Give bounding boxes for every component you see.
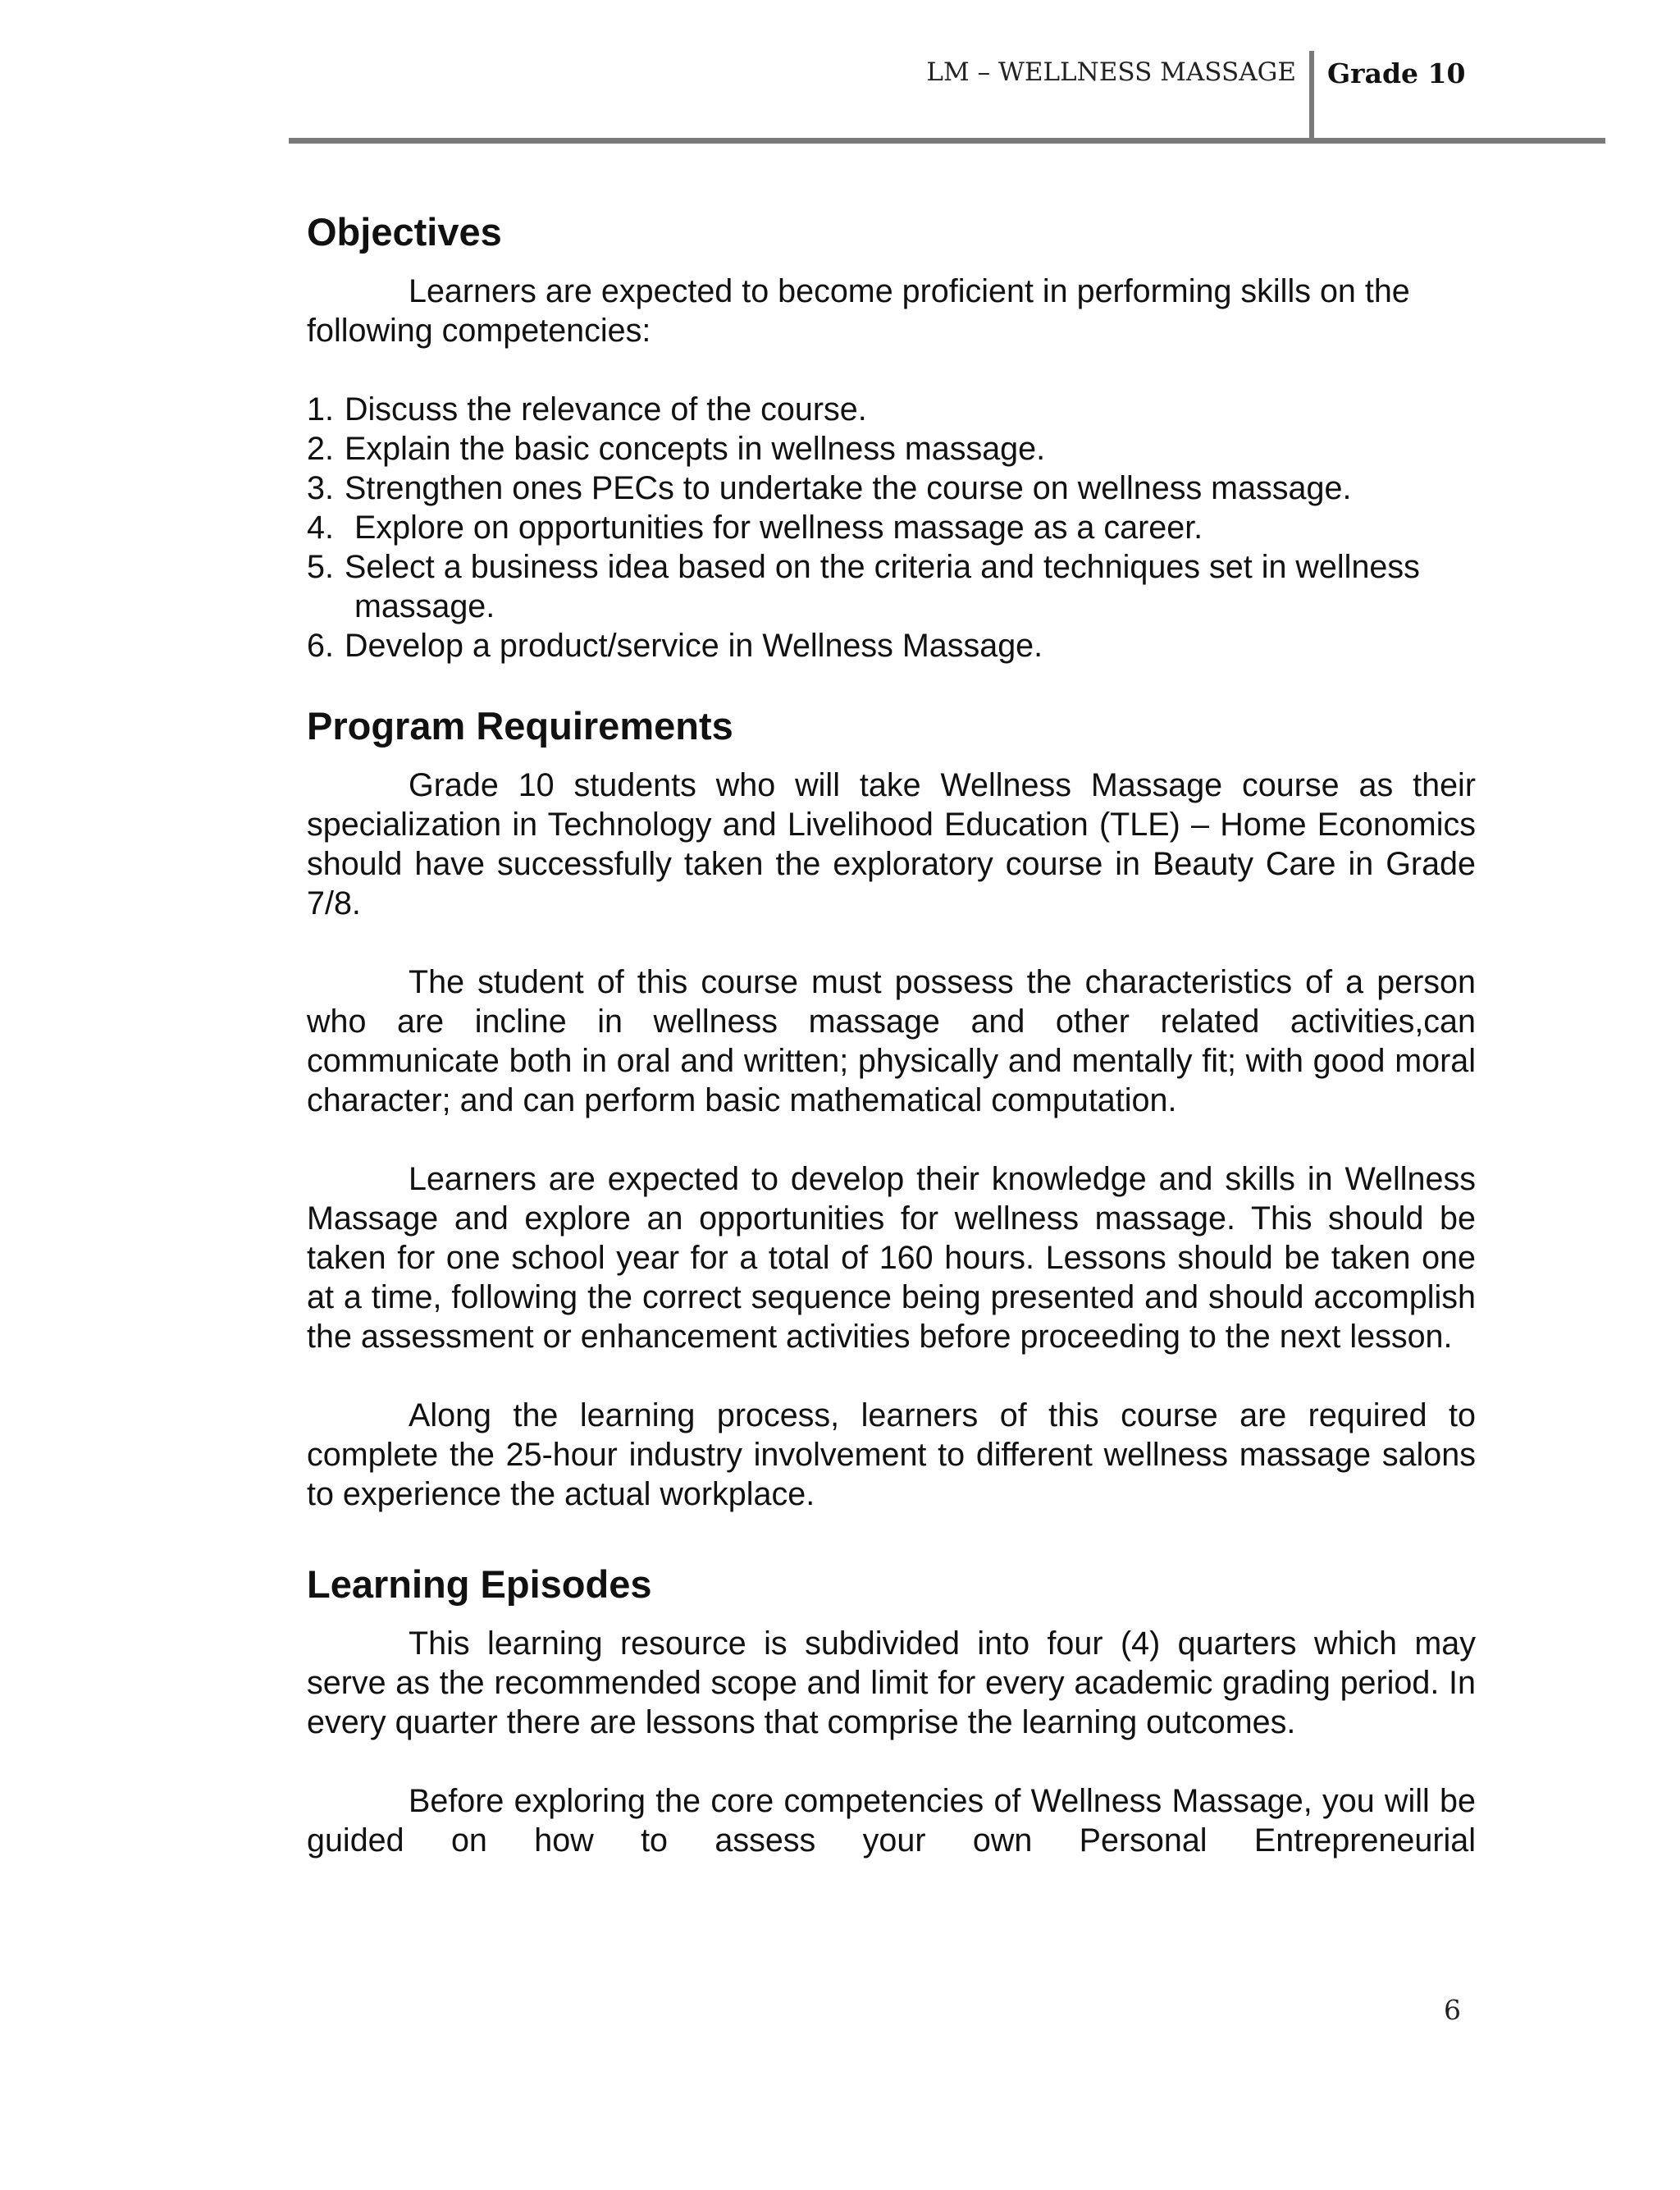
program-requirements-heading: Program Requirements: [307, 704, 733, 748]
program-requirements-paragraph: Learners are expected to develop their knowledge and skills in Wellness Massage and explore an opportunities for wellness massage. This should be taken for one school year for a total of 160 hours. Lessons should be taken one at a time, following the correct sequence being presented and should accomplish the assessment or enhancement activities before proceeding to the next lesson.: [307, 1161, 1476, 1355]
objectives-intro: Learners are expected to become proficient in performing skills on the following competencies:: [307, 273, 1410, 349]
list-item: 6. Develop a product/service in Wellness Massage.: [307, 628, 1043, 664]
list-item: 3. Strengthen ones PECs to undertake the course on wellness massage.: [307, 470, 1352, 506]
list-item: 5. Select a business idea based on the criteria and techniques set in wellness massage.: [307, 549, 1420, 624]
objectives-heading: Objectives: [307, 210, 502, 254]
list-item: 4. Explore on opportunities for wellness massage as a career.: [307, 510, 1203, 546]
header-horizontal-rule: [289, 138, 1605, 144]
learning-episodes-paragraph: This learning resource is subdivided into four (4) quarters which may serve as the recommended scope and limit for every academic grading period. In every quarter there are lessons that comprise the learning outcomes.: [307, 1625, 1476, 1740]
learning-episodes-paragraph: Before exploring the core competencies of Wellness Massage, you will be guided on how to assess your own Personal Entrepreneurial: [307, 1783, 1476, 1859]
program-requirements-paragraph: Along the learning process, learners of this course are required to complete the 25-hour industry involvement to different wellness massage salons to experience the actual workplace.: [307, 1397, 1476, 1512]
learning-episodes-heading: Learning Episodes: [307, 1562, 652, 1606]
objectives-list: [307, 390, 1476, 665]
header-document-title: LM – WELLNESS MASSAGE: [926, 57, 1296, 87]
list-item: 1. Discuss the relevance of the course.: [307, 391, 867, 427]
page-body: [307, 209, 1476, 1860]
header-vertical-rule: [1309, 51, 1314, 139]
header-grade-label: Grade 10: [1327, 57, 1466, 89]
program-requirements-paragraph: The student of this course must possess the characteristics of a person who are incline in wellness massage and other related activities,can communicate both in oral and written; physically and mentally fit; with good moral character; and can perform basic mathematical computation.: [307, 964, 1476, 1118]
page-number: 6: [1444, 1994, 1461, 2026]
list-item: 2. Explain the basic concepts in wellness massage.: [307, 431, 1046, 467]
program-requirements-paragraph: Grade 10 students who will take Wellness Massage course as their specialization in Technology and Livelihood Education (TLE) – Home Economics should have successfully taken the exploratory course in Beauty Care in Grade 7/8.: [307, 767, 1476, 921]
